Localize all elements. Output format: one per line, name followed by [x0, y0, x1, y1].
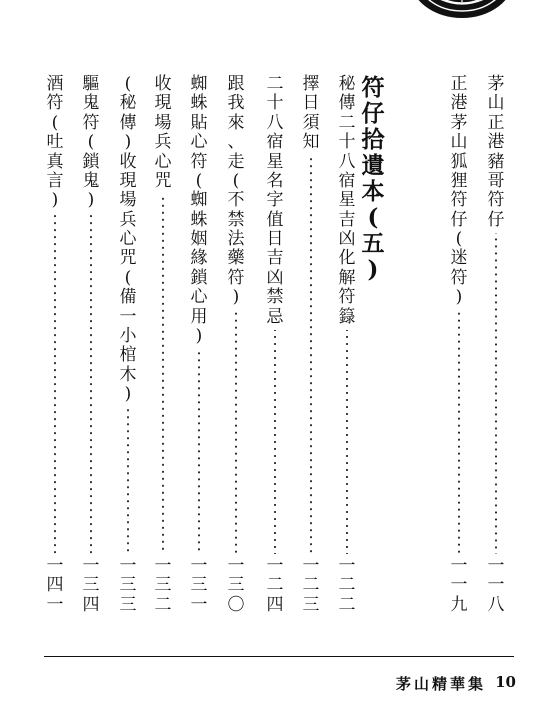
toc-entry: [113, 75, 143, 615]
dot-leader: [127, 407, 129, 554]
footer-rule: [44, 656, 514, 657]
toc-entry-page: 一 一 八: [487, 555, 505, 615]
section-heading: 符 仔 拾 遺 本 ( 五 ): [361, 74, 385, 283]
toc-entry: [148, 75, 178, 615]
toc-entry-page: 一 二 三: [302, 555, 320, 615]
toc-entry-title: 二 十 八 宿 星 名 字 值 日 吉 凶 禁 忌: [266, 74, 284, 327]
toc-entry: [481, 75, 511, 615]
toc-entry-page: 一 三 四: [82, 555, 100, 615]
toc-entry-title: 正 港 茅 山 狐 狸 符 仔 ( 迷 符 ): [450, 74, 468, 308]
dot-leader: [495, 233, 497, 554]
dot-leader: [458, 311, 460, 554]
dot-leader: [54, 214, 56, 554]
dot-leader: [235, 311, 237, 554]
dot-leader: [346, 330, 348, 554]
toc-entry-page: 一 三 二: [154, 555, 172, 615]
toc-entry-title: 蜘 蛛 貼 心 符 ( 蜘 蛛 姻 緣 鎖 心 用 ): [190, 74, 208, 346]
toc-entry-title: ( 秘 傳 ) 收 現 場 兵 心 咒 ( 備 一 小 棺 木 ): [119, 74, 137, 404]
toc-entry-page: 一 二 四: [266, 555, 284, 615]
toc-entry-page: 一 三 一: [190, 555, 208, 615]
toc-entry: [76, 75, 106, 615]
toc-entry: [221, 75, 251, 615]
toc-entry-page: 一 四 一: [46, 555, 64, 615]
toc-entry-title: 酒 符 ( 吐 真 言 ): [46, 74, 64, 211]
toc-entry: [296, 75, 326, 615]
dot-leader: [274, 330, 276, 554]
toc-entry: [444, 75, 474, 615]
toc-entry-title: 茅 山 正 港 豬 哥 符 仔: [487, 74, 505, 230]
toc-entry: [184, 75, 214, 615]
toc-entry: [40, 75, 70, 615]
toc-entry-title: 擇 日 須 知: [302, 74, 320, 153]
dot-leader: [310, 156, 312, 554]
toc-entry-title: 收 現 場 兵 心 咒: [154, 74, 172, 191]
toc-entry-page: 一 三 三: [119, 555, 137, 615]
toc-entry-page: 一 二 二: [338, 555, 356, 615]
dot-leader: [198, 349, 200, 554]
toc-entry-page: 一 一 九: [450, 555, 468, 615]
dot-leader: [90, 214, 92, 554]
toc-entry-title: 驅 鬼 符 ( 鎖 鬼 ): [82, 74, 100, 211]
ornament-icon: [408, 0, 516, 20]
toc-entry-page: 一 三 〇: [227, 555, 245, 615]
toc-entry: [260, 75, 290, 615]
toc-entry-title: 跟 我 來 、 走 ( 不 禁 法 藥 符 ): [227, 74, 245, 308]
page-number: 10: [495, 673, 516, 691]
toc-entry-title: 秘 傳 二 十 八 宿 星 吉 凶 化 解 符 籙: [338, 74, 356, 327]
book-title: 茅山精華集: [395, 675, 486, 693]
dot-leader: [162, 194, 164, 554]
